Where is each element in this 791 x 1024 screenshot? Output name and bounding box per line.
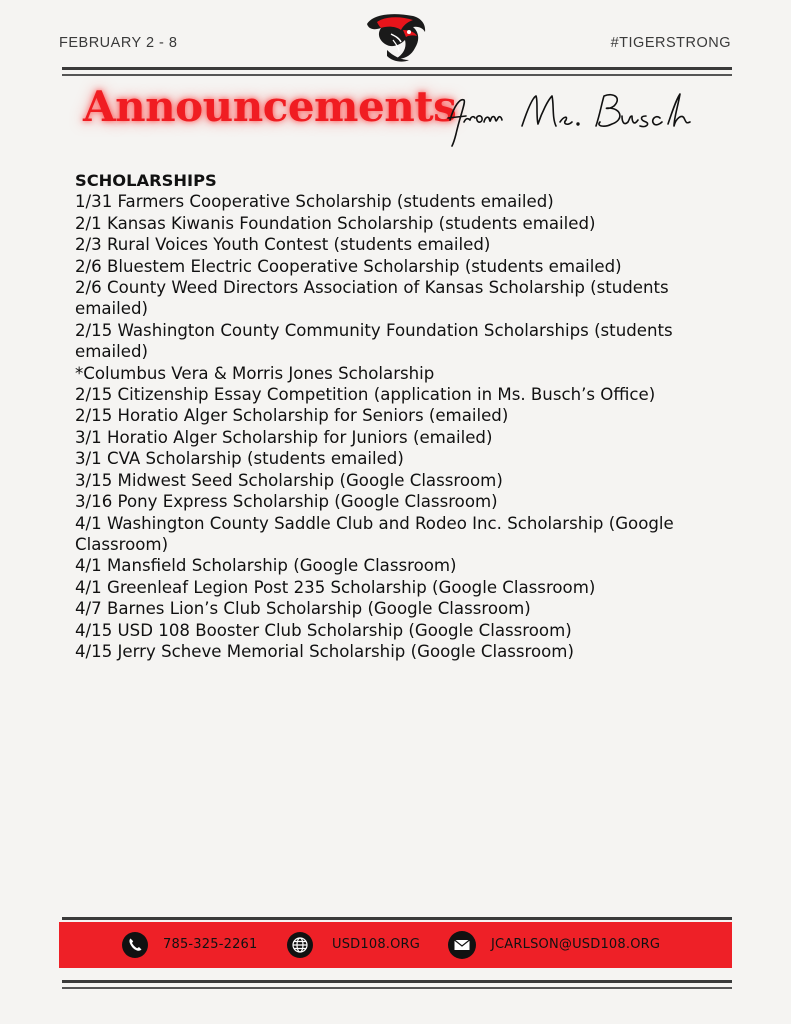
scholarship-item: 1/31 Farmers Cooperative Scholarship (students emailed) bbox=[75, 192, 554, 212]
footer-contact-bar bbox=[59, 922, 732, 968]
scholarship-item: 4/1 Washington County Saddle Club and Rodeo Inc. Scholarship (Google Classroom) bbox=[75, 513, 674, 554]
scholarship-list bbox=[75, 191, 740, 662]
scholarship-item: 2/3 Rural Voices Youth Contest (students emailed) bbox=[75, 235, 491, 255]
scholarship-item: 2/6 County Weed Directors Association of Kansas Scholarship (students emailed) bbox=[75, 278, 669, 319]
footer-phone[interactable]: 785-325-2261 bbox=[163, 937, 258, 952]
scholarship-item: 2/15 Washington County Community Foundation Scholarships (students emailed) bbox=[75, 320, 673, 362]
page-title: Announcements bbox=[83, 82, 457, 131]
scholarship-item: 4/7 Barnes Lion’s Club Scholarship (Google Classroom) bbox=[75, 599, 531, 619]
scholarship-item: *Columbus Vera & Morris Jones Scholarship bbox=[75, 363, 435, 383]
date-range: FEBRUARY 2 - 8 bbox=[59, 35, 178, 51]
scholarship-item: 4/1 Greenleaf Legion Post 235 Scholarship (Google Classroom) bbox=[75, 577, 596, 597]
signature-from-ms-busch bbox=[444, 86, 714, 150]
scholarship-item: 3/16 Pony Express Scholarship (Google Classroom) bbox=[75, 492, 498, 512]
footer-divider-top bbox=[62, 917, 732, 920]
header-divider-bottom bbox=[62, 74, 732, 76]
footer-divider-bottom-2 bbox=[62, 987, 732, 989]
footer-email[interactable]: JCARLSON@USD108.ORG bbox=[491, 937, 661, 952]
footer-website[interactable]: USD108.ORG bbox=[332, 937, 421, 952]
scholarships-section bbox=[75, 170, 740, 662]
scholarship-item: 3/1 Horatio Alger Scholarship for Juniors (emailed) bbox=[75, 427, 493, 447]
scholarship-item: 3/1 CVA Scholarship (students emailed) bbox=[75, 449, 404, 469]
globe-icon bbox=[285, 930, 315, 960]
scholarship-item: 4/15 USD 108 Booster Club Scholarship (Google Classroom) bbox=[75, 620, 572, 640]
scholarship-item: 4/1 Mansfield Scholarship (Google Classroom) bbox=[75, 556, 457, 576]
scholarship-item: 3/15 Midwest Seed Scholarship (Google Classroom) bbox=[75, 470, 503, 490]
scholarship-item: 2/6 Bluestem Electric Cooperative Scholarship (students emailed) bbox=[75, 256, 622, 276]
hashtag: #TIGERSTRONG bbox=[610, 35, 731, 51]
footer-divider-bottom-1 bbox=[62, 980, 732, 983]
scholarship-item: 4/15 Jerry Scheve Memorial Scholarship (Google Classroom) bbox=[75, 641, 574, 661]
header-divider-top bbox=[62, 67, 732, 70]
scholarship-item: 2/1 Kansas Kiwanis Foundation Scholarship (students emailed) bbox=[75, 213, 596, 233]
section-heading: SCHOLARSHIPS bbox=[75, 171, 217, 190]
tiger-logo-icon bbox=[363, 10, 429, 64]
scholarship-item: 2/15 Horatio Alger Scholarship for Seniors (emailed) bbox=[75, 406, 509, 426]
phone-icon bbox=[120, 930, 150, 960]
envelope-icon bbox=[447, 930, 477, 960]
scholarship-item: 2/15 Citizenship Essay Competition (application in Ms. Busch’s Office) bbox=[75, 385, 656, 405]
